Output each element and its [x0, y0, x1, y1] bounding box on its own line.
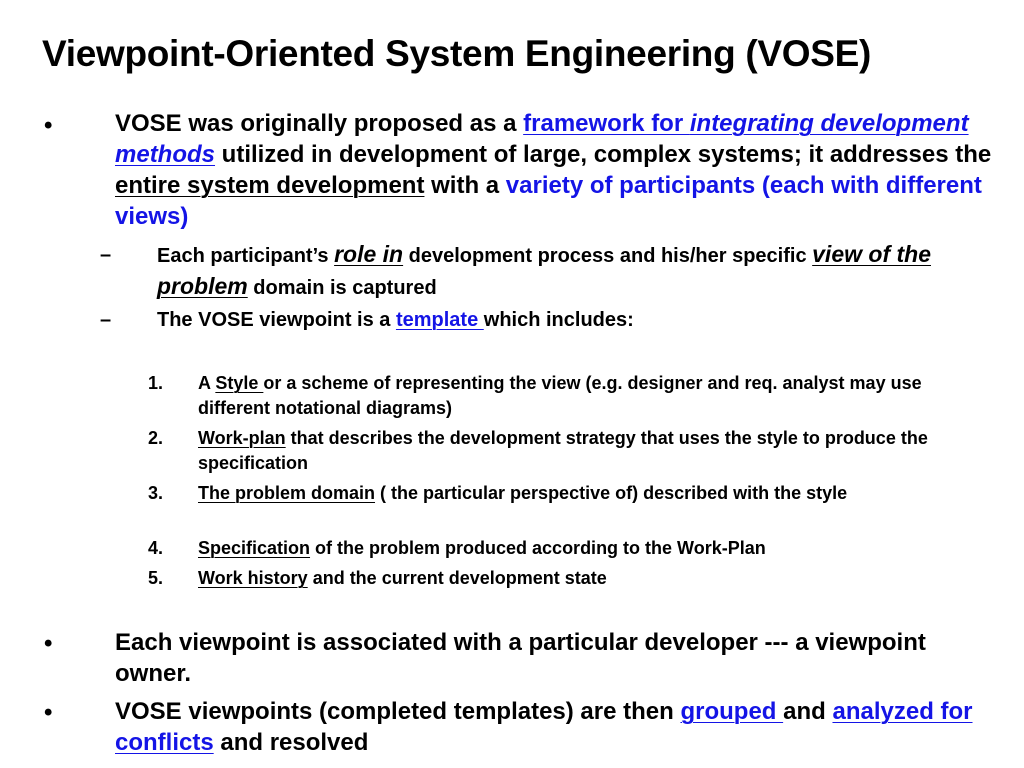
bullet-text: utilized in development of large, complex systems; it addresses the	[215, 141, 992, 168]
view-of-problem-text: view of the problem	[157, 241, 931, 299]
numbered-item-term: Style	[215, 373, 264, 393]
sub-bullet-text: The VOSE viewpoint is a	[157, 309, 396, 331]
dash-marker: –	[100, 309, 112, 331]
bullet-text: with a	[424, 172, 506, 199]
entire-system-development-text: entire system development	[115, 172, 425, 199]
variety-of-participants-text: variety of participants (each with different views)	[115, 172, 982, 230]
number-marker: 4.	[148, 538, 164, 558]
numbered-item-term: The problem domain	[198, 483, 376, 503]
numbered-item-text: and the current development state	[307, 568, 607, 588]
bullet-viewpoint-owner: Each viewpoint is associated with a particular developer --- a viewpoint owner.	[115, 629, 926, 687]
number-marker: 5.	[148, 568, 164, 588]
sub-bullet-text: Each participant’s	[157, 245, 335, 267]
sub-bullet-text: domain is captured	[247, 277, 437, 299]
numbered-item-term: Specification	[198, 538, 311, 558]
bullet-marker: •	[44, 699, 53, 726]
dash-marker: –	[100, 244, 112, 266]
link-grouped[interactable]: grouped	[680, 698, 784, 725]
bullet-text: VOSE viewpoints (completed templates) are then	[115, 698, 681, 725]
numbered-item-specification	[198, 536, 998, 561]
link-analyzed-for-conflicts[interactable]: analyzed for conflicts	[115, 698, 973, 756]
bullet-marker: •	[44, 112, 53, 139]
numbered-item-term: Work history	[198, 568, 308, 588]
role-in-text: role in	[334, 241, 404, 267]
slide-title: Viewpoint-Oriented System Engineering (VOSE)	[42, 33, 872, 74]
numbered-item-text: or a scheme of representing the view (e.g. designer and req. analyst may use different notational diagrams)	[198, 373, 922, 418]
bullet-grouped-analyzed	[115, 696, 995, 758]
bullet-marker: •	[44, 630, 53, 657]
bullet-text: and	[783, 698, 833, 725]
number-marker: 3.	[148, 483, 164, 503]
numbered-item-prefix: A	[198, 373, 216, 393]
numbered-item-work-history	[198, 566, 998, 591]
bullet-vose-origin	[115, 108, 995, 232]
numbered-item-style	[198, 371, 998, 421]
number-marker: 1.	[148, 373, 164, 393]
bullet-text: VOSE was originally proposed as a	[115, 110, 524, 137]
sub-bullet-template	[157, 305, 997, 335]
sub-bullet-role	[157, 239, 997, 303]
bullet-text: and resolved	[213, 729, 369, 756]
numbered-item-text: ( the particular perspective of) described with the style	[375, 483, 848, 503]
link-integrating-text: integrating development methods	[115, 110, 969, 168]
link-template[interactable]: template	[395, 309, 484, 331]
numbered-item-problem-domain	[198, 481, 998, 506]
sub-bullet-text: which includes:	[483, 309, 634, 331]
number-marker: 2.	[148, 428, 164, 448]
numbered-item-text: of the problem produced according to the Work-Plan	[310, 538, 766, 558]
numbered-item-text: that describes the development strategy that uses the style to produce the specification	[198, 428, 928, 473]
sub-bullet-text: development process and his/her specific	[403, 245, 813, 267]
numbered-item-work-plan	[198, 426, 998, 476]
numbered-item-term: Work-plan	[198, 428, 286, 448]
link-framework-text: framework for	[523, 110, 690, 137]
